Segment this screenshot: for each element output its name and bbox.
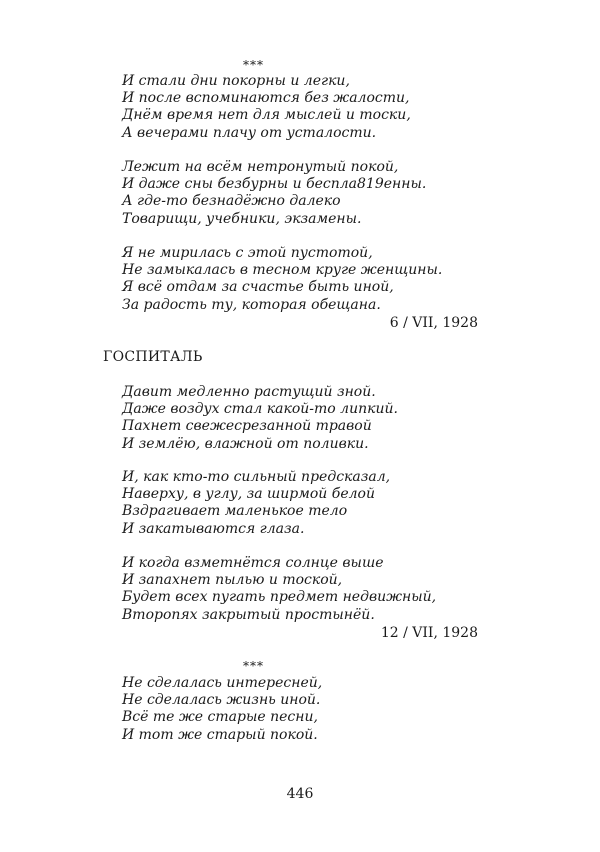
poem2-date: 12 / VII, 1928: [380, 625, 478, 641]
verse-line: Даже воздух стал какой-то липкий.: [122, 401, 398, 418]
verse-line: Я всё отдам за счастье быть иной,: [122, 279, 394, 296]
poem1-stanza-2: [122, 159, 426, 228]
poem1-date: 6 / VII, 1928: [389, 315, 478, 331]
verse-line: И землёю, влажной от поливки.: [122, 435, 369, 452]
verse-line: Я не мирилась с этой пустотой,: [122, 245, 373, 261]
verse-line: За радость ту, которая обещана.: [122, 296, 381, 313]
poem2-title: ГОСПИТАЛЬ: [103, 349, 203, 365]
verse-line: Не замыкалась в тесном круге женщины.: [122, 262, 443, 279]
poem2-stanza-2: [122, 469, 390, 538]
verse-line: И запахнет пылью и тоской,: [122, 572, 343, 589]
verse-line: И закатываются глаза.: [122, 520, 305, 537]
verse-line: И, как кто-то сильный предсказал,: [122, 469, 391, 485]
verse-line: Давит медленно растущий зной.: [122, 384, 376, 400]
poem1-stanza-3: [122, 245, 442, 314]
verse-line: И после вспоминаются без жалости,: [122, 90, 410, 107]
poem2-stanza-3: [122, 555, 436, 624]
verse-line: Наверху, в углу, за ширмой белой: [122, 486, 375, 503]
verse-line: Не сделалась интересней,: [122, 675, 323, 691]
poem3-separator: ***: [243, 659, 264, 673]
poem3-stanza-1: [122, 675, 322, 744]
verse-line: Товарищи, учебники, экзамены.: [122, 210, 362, 227]
poem1-stanza-1: [122, 73, 411, 142]
verse-line: Всё те же старые песни,: [122, 709, 318, 726]
verse-line: Второпях закрытый простынёй.: [122, 606, 375, 623]
verse-line: Лежит на всём нетронутый покой,: [122, 159, 399, 175]
verse-line: Вздрагивает маленькое тело: [122, 503, 348, 520]
verse-line: Пахнет свежесрезанной травой: [122, 418, 372, 435]
verse-line: Будет всех пугать предмет недвижный,: [122, 589, 437, 606]
page-number: 446: [286, 786, 314, 802]
verse-line: Не сделалась жизнь иной.: [122, 692, 321, 709]
verse-line: И когда взметнётся солнце выше: [122, 555, 384, 571]
verse-line: И стали дни покорны и легки,: [122, 73, 350, 89]
verse-line: Днём время нет для мыслей и тоски,: [122, 107, 411, 124]
verse-line: А где-то безнадёжно далеко: [122, 193, 341, 210]
verse-line: И тот же старый покой.: [122, 726, 318, 743]
poem2-stanza-1: [122, 384, 398, 453]
poem1-separator: ***: [243, 58, 264, 72]
verse-line: А вечерами плачу от усталости.: [122, 124, 377, 141]
verse-line: И даже сны безбурны и беспла819енны.: [122, 176, 427, 193]
